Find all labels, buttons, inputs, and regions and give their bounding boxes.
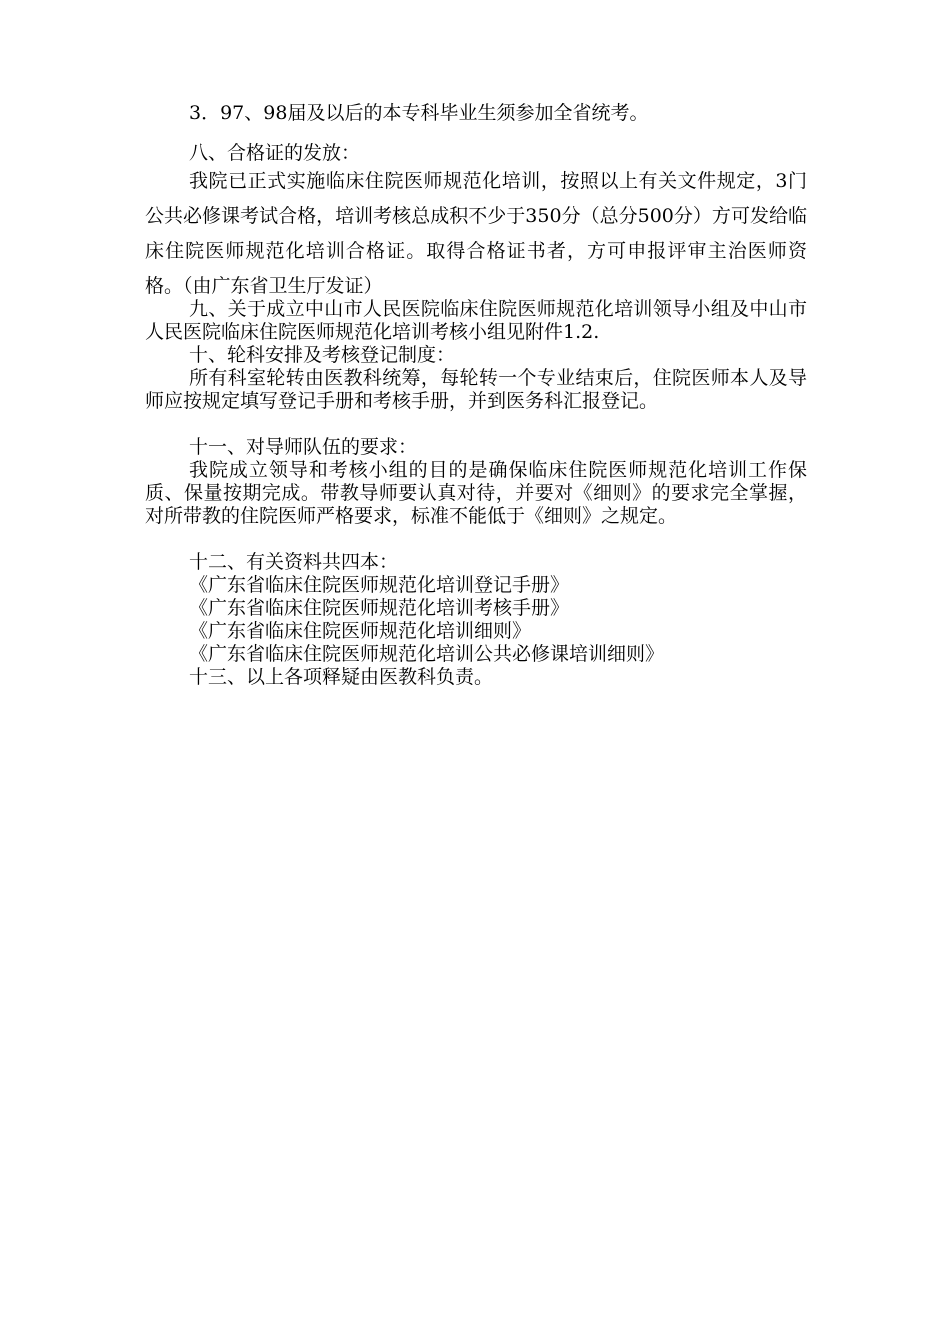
paragraph-graduates-exam: 3．97、98届及以后的本专科毕业生须参加全省统考。 [189,102,649,124]
heading-rotation-registration: 十、轮科安排及考核登记制度： [189,344,456,366]
list-item: 《广东省临床住院医师规范化培训公共必修课培训细则》 [189,643,665,665]
paragraph-rotation-rules: 所有科室轮转由医教科统筹，每轮转一个专业结束后，住院医师本人及导师应按规定填写登记手册和考核手册，并到医务科汇报登记。 [145,367,807,412]
list-item: 《广东省临床住院医师规范化培训细则》 [189,620,532,642]
heading-certificate-issuance: 八、合格证的发放： [189,142,361,164]
paragraph-closing: 十三、以上各项释疑由医教科负责。 [189,666,494,688]
paragraph-certificate-rules: 我院已正式实施临床住院医师规范化培训，按照以上有关文件规定，3门公共必修课考试合格，培训考核总成积不少于350分（总分500分）方可发给临床住院医师规范化培训合格证。取得合格证书者，方可申报评审主治医师资格。（由广东省卫生厅发证） [145,170,807,297]
materials-list [145,574,807,666]
paragraph-mentor-rules: 我院成立领导和考核小组的目的是确保临床住院医师规范化培训工作保质、保量按期完成。带教导师要认真对待，并要对《细则》的要求完全掌握，对所带教的住院医师严格要求，标准不能低于《细则》之规定。 [145,459,807,527]
list-item: 《广东省临床住院医师规范化培训登记手册》 [189,574,570,596]
heading-materials: 十二、有关资料共四本： [189,551,399,573]
heading-mentor-requirements: 十一、对导师队伍的要求： [189,436,418,458]
paragraph-leadership-group: 九、关于成立中山市人民医院临床住院医师规范化培训领导小组及中山市人民医院临床住院医师规范化培训考核小组见附件1.2. [145,298,807,343]
list-item: 《广东省临床住院医师规范化培训考核手册》 [189,597,570,619]
